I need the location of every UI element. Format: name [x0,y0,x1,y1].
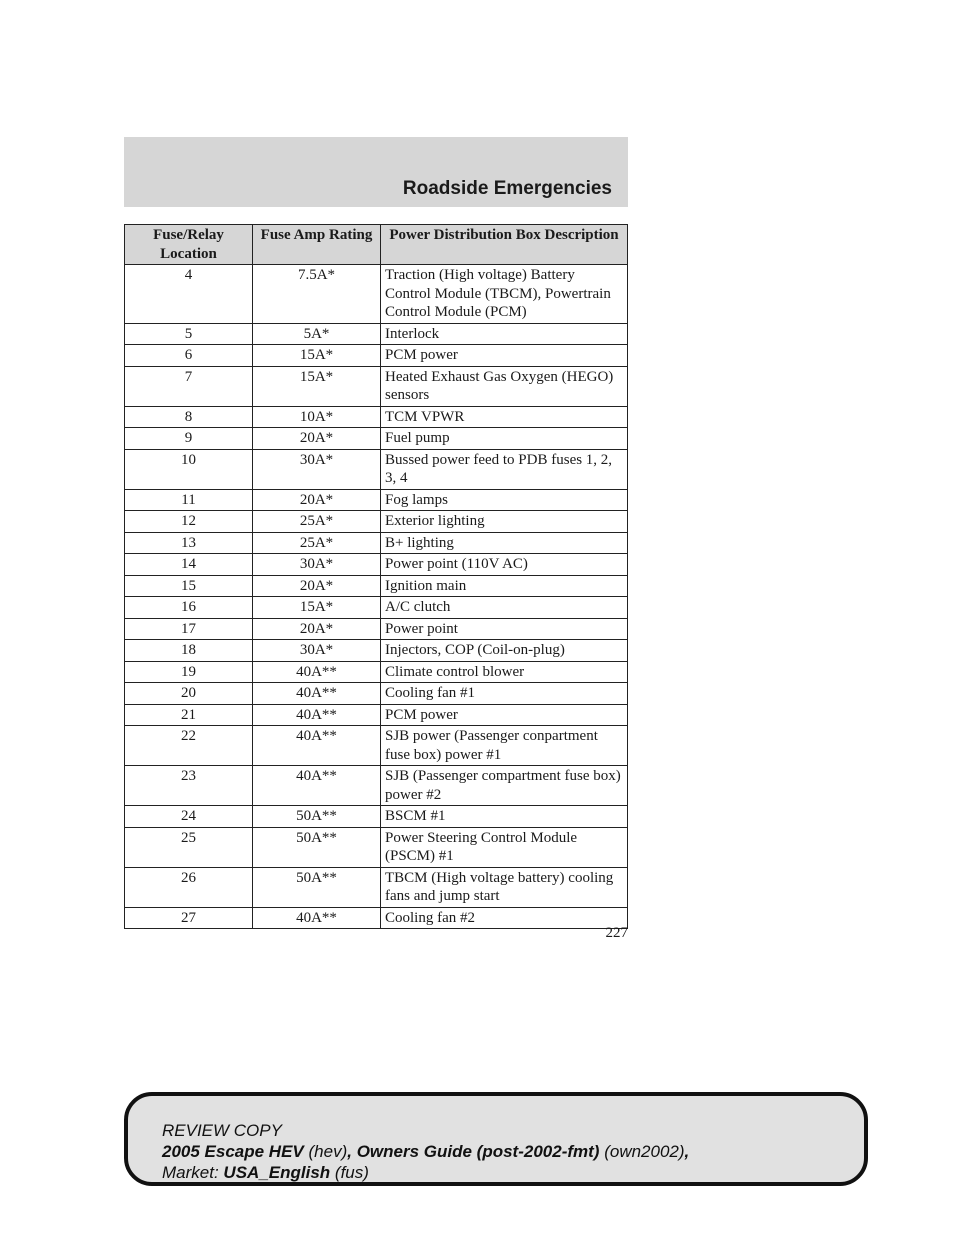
section-title: Roadside Emergencies [402,178,612,199]
fuse-description-cell: Power point (110V AC) [381,554,628,576]
fuse-location-cell: 14 [125,554,253,576]
table-row [125,597,628,619]
fuse-amp-cell: 40A** [253,726,381,766]
fuse-location-cell: 16 [125,597,253,619]
fuse-amp-cell: 25A* [253,511,381,533]
page-number: 227 [605,925,628,941]
fuse-table [124,224,628,929]
fuse-description-cell: PCM power [381,704,628,726]
footer-market-label: Market: [162,1163,219,1182]
table-row [125,867,628,907]
fuse-description-cell: Heated Exhaust Gas Oxygen (HEGO) sensors [381,366,628,406]
table-row [125,704,628,726]
review-copy-box [124,1092,868,1186]
table-header-row [125,225,628,265]
fuse-location-cell: 12 [125,511,253,533]
footer-model: 2005 Escape HEV [162,1142,304,1161]
table-row [125,661,628,683]
fuse-location-cell: 20 [125,683,253,705]
fuse-amp-cell: 40A** [253,766,381,806]
table-row [125,575,628,597]
fuse-description-cell: Exterior lighting [381,511,628,533]
fuse-location-cell: 7 [125,366,253,406]
footer-separator: , [347,1142,352,1161]
fuse-location-cell: 26 [125,867,253,907]
footer-model-code: (hev) [308,1142,348,1161]
fuse-description-cell: Power Steering Control Module (PSCM) #1 [381,827,628,867]
fuse-description-cell: Cooling fan #2 [381,907,628,929]
fuse-description-cell: Fog lamps [381,489,628,511]
fuse-amp-cell: 50A** [253,806,381,828]
footer-market-line [162,1162,689,1183]
fuse-location-cell: 5 [125,323,253,345]
table-row [125,806,628,828]
fuse-description-cell: Cooling fan #1 [381,683,628,705]
fuse-location-cell: 23 [125,766,253,806]
fuse-location-cell: 19 [125,661,253,683]
fuse-amp-cell: 20A* [253,618,381,640]
fuse-amp-cell: 40A** [253,661,381,683]
column-header-amp-rating: Fuse Amp Rating [253,225,381,265]
fuse-amp-cell: 10A* [253,406,381,428]
column-header-description: Power Distribution Box Description [381,225,628,265]
table-row [125,489,628,511]
table-row [125,265,628,324]
table-row [125,532,628,554]
fuse-description-cell: A/C clutch [381,597,628,619]
fuse-amp-cell: 7.5A* [253,265,381,324]
section-header-band [124,137,628,207]
table-row [125,766,628,806]
fuse-description-cell: Bussed power feed to PDB fuses 1, 2, 3, 4 [381,449,628,489]
fuse-location-cell: 15 [125,575,253,597]
fuse-amp-cell: 15A* [253,345,381,367]
footer-model-line [162,1141,689,1162]
table-row [125,366,628,406]
table-row [125,406,628,428]
fuse-location-cell: 11 [125,489,253,511]
table-row [125,511,628,533]
fuse-location-cell: 21 [125,704,253,726]
fuse-location-cell: 17 [125,618,253,640]
fuse-description-cell: BSCM #1 [381,806,628,828]
review-copy-label: REVIEW COPY [162,1121,282,1140]
fuse-description-cell: B+ lighting [381,532,628,554]
fuse-amp-cell: 40A** [253,907,381,929]
fuse-location-cell: 25 [125,827,253,867]
fuse-description-cell: Power point [381,618,628,640]
footer-separator: , [684,1142,690,1161]
fuse-description-cell: Traction (High voltage) Battery Control Module (TBCM), Powertrain Control Module (PCM) [381,265,628,324]
table-row [125,907,628,929]
fuse-amp-cell: 15A* [253,366,381,406]
fuse-amp-cell: 40A** [253,683,381,705]
table-row [125,345,628,367]
footer-market: USA_English [223,1163,331,1182]
fuse-location-cell: 27 [125,907,253,929]
fuse-amp-cell: 40A** [253,704,381,726]
table-row [125,618,628,640]
fuse-amp-cell: 15A* [253,597,381,619]
table-row [125,323,628,345]
table-body [125,265,628,929]
fuse-amp-cell: 30A* [253,554,381,576]
fuse-amp-cell: 30A* [253,449,381,489]
fuse-location-cell: 13 [125,532,253,554]
fuse-location-cell: 18 [125,640,253,662]
fuse-location-cell: 24 [125,806,253,828]
fuse-description-cell: Interlock [381,323,628,345]
fuse-description-cell: SJB (Passenger compartment fuse box) power #2 [381,766,628,806]
table-row [125,640,628,662]
table-row [125,449,628,489]
fuse-description-cell: TCM VPWR [381,406,628,428]
fuse-amp-cell: 20A* [253,489,381,511]
fuse-description-cell: SJB power (Passenger conpartment fuse box) power #1 [381,726,628,766]
fuse-location-cell: 6 [125,345,253,367]
table-row [125,683,628,705]
footer-guide: Owners Guide (post-2002-fmt) [356,1142,600,1161]
fuse-description-cell: Injectors, COP (Coil-on-plug) [381,640,628,662]
table-row [125,726,628,766]
table-row [125,428,628,450]
fuse-location-cell: 4 [125,265,253,324]
table-row [125,554,628,576]
footer-guide-code: (own2002) [604,1142,685,1161]
fuse-location-cell: 8 [125,406,253,428]
fuse-amp-cell: 20A* [253,575,381,597]
fuse-amp-cell: 50A** [253,867,381,907]
fuse-location-cell: 10 [125,449,253,489]
footer-market-code: (fus) [334,1163,369,1182]
fuse-location-cell: 22 [125,726,253,766]
fuse-amp-cell: 25A* [253,532,381,554]
fuse-amp-cell: 5A* [253,323,381,345]
fuse-description-cell: Ignition main [381,575,628,597]
fuse-amp-cell: 50A** [253,827,381,867]
table-row [125,827,628,867]
fuse-location-cell: 9 [125,428,253,450]
fuse-description-cell: TBCM (High voltage battery) cooling fans and jump start [381,867,628,907]
fuse-amp-cell: 20A* [253,428,381,450]
fuse-description-cell: Fuel pump [381,428,628,450]
fuse-description-cell: Climate control blower [381,661,628,683]
fuse-amp-cell: 30A* [253,640,381,662]
fuse-description-cell: PCM power [381,345,628,367]
column-header-location: Fuse/Relay Location [125,225,253,265]
